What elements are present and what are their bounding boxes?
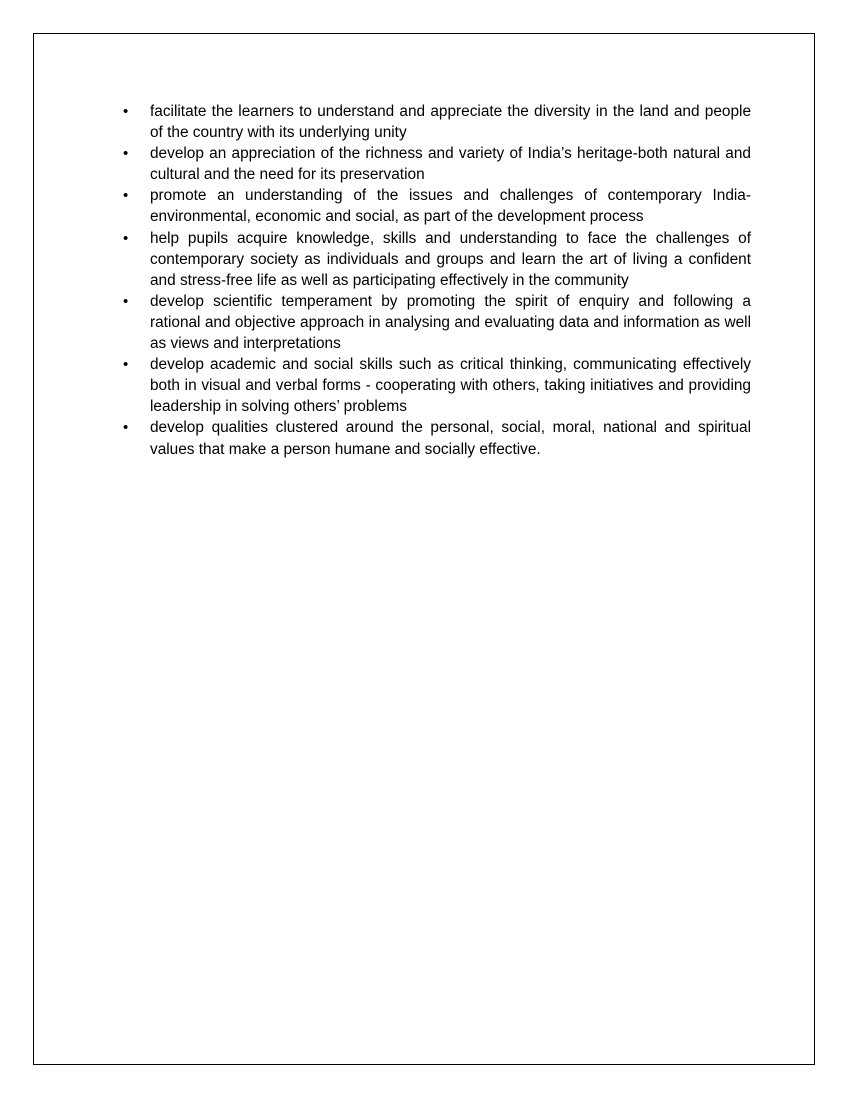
- objective-text: develop scientific temperament by promoting the spirit of enquiry and following a rational and objective approach in analysing and evaluating data and information as well as views and interpretations: [150, 292, 751, 353]
- bullet-icon: •: [123, 229, 129, 247]
- bullet-icon: •: [123, 292, 129, 310]
- list-item: [121, 228, 751, 291]
- list-item: [121, 354, 751, 417]
- bullet-icon: •: [123, 187, 129, 205]
- objective-text: facilitate the learners to understand and appreciate the diversity in the land and people of the country with its underlying unity: [150, 103, 751, 142]
- bullet-icon: •: [123, 419, 129, 437]
- objective-text: develop academic and social skills such as critical thinking, communicating effectively both in visual and verbal forms - cooperating with others, taking initiatives and providing leadership in solving others’ problems: [150, 356, 751, 416]
- objective-text: promote an understanding of the issues and challenges of contemporary India- environmental, economic and social, as part of the development process: [150, 187, 751, 226]
- list-item: [121, 185, 751, 227]
- objective-text: develop qualities clustered around the personal, social, moral, national and spiritual values that make a person humane and socially effective.: [150, 419, 751, 458]
- list-item: [121, 417, 751, 459]
- objective-text: develop an appreciation of the richness and variety of India’s heritage-both natural and cultural and the need for its preservation: [150, 145, 751, 184]
- list-item: [121, 143, 751, 185]
- bullet-icon: •: [123, 145, 129, 163]
- bullet-icon: •: [123, 356, 129, 374]
- objectives-list: [121, 101, 751, 460]
- objective-text: help pupils acquire knowledge, skills and understanding to face the challenges of contemporary society as individuals and groups and learn the art of living a confident and stress-free life as well as participating effectively in the community: [150, 229, 751, 289]
- list-item: [121, 291, 751, 354]
- bullet-icon: •: [123, 103, 129, 120]
- list-item: [121, 101, 751, 143]
